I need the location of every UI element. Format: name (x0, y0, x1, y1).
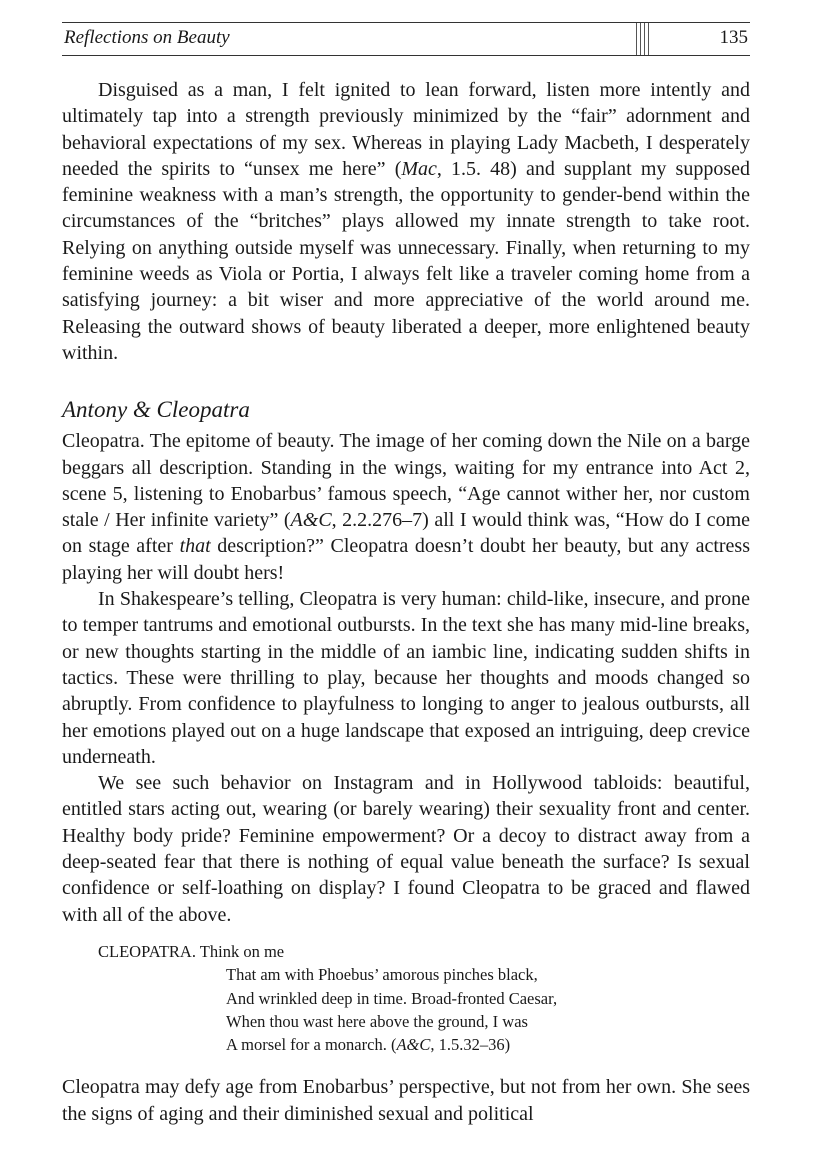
quote-line: And wrinkled deep in time. Broad-fronted Caesar, (226, 988, 558, 1008)
quote-line: A morsel for a monarch. (A&C, 1.5.32–36) (226, 1035, 511, 1055)
citation: A&C (290, 509, 332, 532)
emphasis: that (179, 535, 211, 558)
section-heading: Antony & Cleopatra (62, 397, 250, 423)
paragraph: In Shakespeare’s telling, Cleopatra is very human: child-like, insecure, and prone to temper tantrums and emotional outbursts. In the text she has many mid-line breaks, or new thoughts starting in the middle of an iambic line, indicating sudden shifts in tactics. These were thrilling to play, because her thoughts and moods changed so abruptly. From confidence to playfulness to longing to anger to jealous outbursts, all her emotions played out on a huge landscape that exposed an intriguing, deep crevice underneath. (62, 588, 750, 768)
paragraph: We see such behavior on Instagram and in Hollywood tabloids: beautiful, entitled stars acting out, wearing (or barely wearing) their sexuality front and center. Healthy body pride? Feminine empowerment? Or a decoy to distract away from a deep-seated fear that there is nothing of equal value beneath the surface? Is sexual confidence or self-loathing on display? I found Cleopatra to be graced and flawed with all of the above. (62, 772, 750, 926)
citation: A&C (396, 1035, 431, 1055)
page-number: 135 (719, 27, 748, 48)
block-quote (98, 940, 750, 1056)
quote-line: When thou wast here above the ground, I was (226, 1011, 528, 1031)
quote-line: CLEOPATRA. Think on me (98, 941, 285, 961)
header-rule (648, 23, 649, 55)
paragraph: Disguised as a man, I felt ignited to lean forward, listen more intently and ultimately tap into a strength previously minimized by the “fair” adornment and behavioral expectations of my sex. Whereas in playing Lady Macbeth, I desperately needed the spirits to “unsex me here” (Mac, 1.5. 48) and supplant my supposed feminine weakness with a man’s strength, the opportunity to gender-bend within the circumstances of the “britches” plays allowed my innate strength to take root. Relying on anything outside myself was unnecessary. Finally, when returning to my feminine weeds as Viola or Portia, I always felt like a traveler coming home from a satisfying journey: a bit wiser and more appreciative of the world around me. Releasing the outward shows of beauty liberated a deeper, more enlightened beauty within. (62, 79, 750, 364)
header-rule (640, 23, 641, 55)
running-title: Reflections on Beauty (64, 27, 230, 48)
paragraph: Cleopatra may defy age from Enobarbus’ perspective, but not from her own. She sees the signs of aging and their diminished sexual and political (62, 1076, 750, 1125)
citation: Mac (401, 157, 437, 180)
page (62, 22, 750, 1127)
body-text (62, 77, 750, 1127)
paragraph: Cleopatra. The epitome of beauty. The image of her coming down the Nile on a barge beggars all description. Standing in the wings, waiting for my entrance into Act 2, scene 5, listening to Enobarbus’ famous speech, “Age cannot wither her, nor custom stale / Her infinite variety” (A&C, 2.2.276–7) all I would think was, “How do I come on stage after that description?” Cleopatra doesn’t doubt her beauty, but any actress playing her will doubt hers! (62, 430, 750, 584)
running-header (62, 22, 750, 56)
header-rule (636, 23, 637, 55)
quote-line: That am with Phoebus’ amorous pinches black, (226, 965, 538, 985)
speaker-name: CLEOPATRA. (98, 941, 196, 961)
header-rule (644, 23, 645, 55)
